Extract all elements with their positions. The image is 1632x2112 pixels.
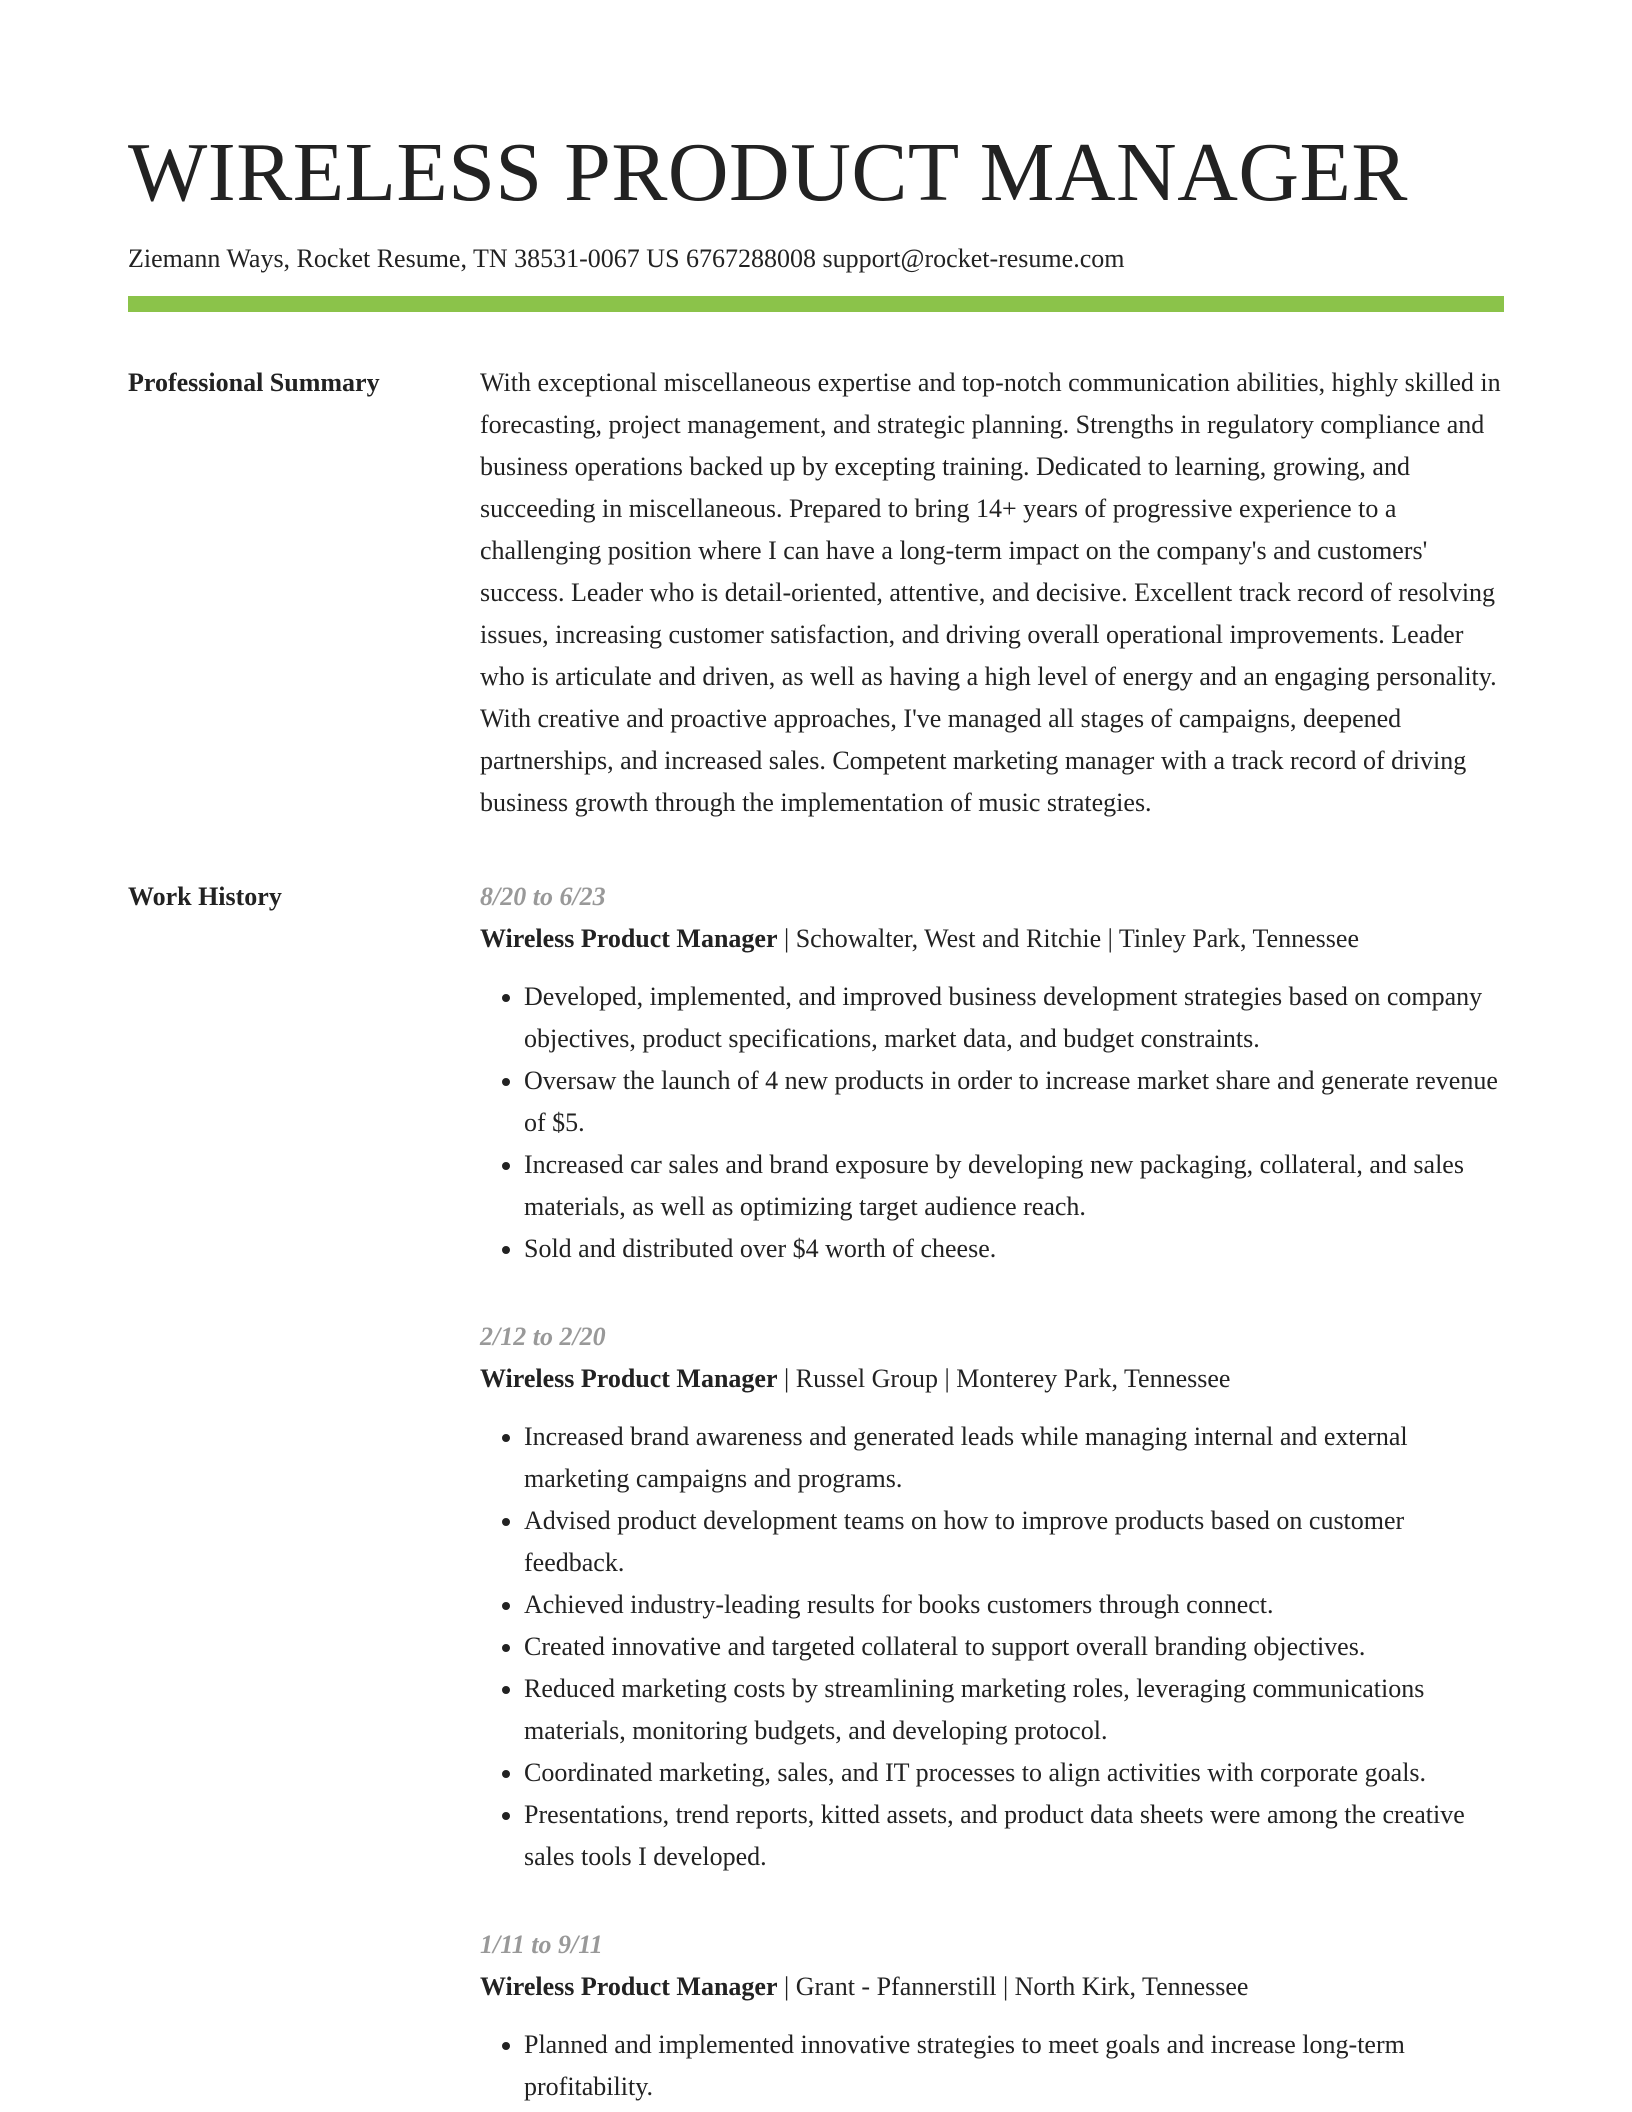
job-dates: 8/20 to 6/23	[480, 882, 606, 911]
job-bullet: • Increased brand awareness and generated leads while managing internal and external marketing campaigns and programs.	[524, 1416, 1504, 1500]
job-details: | Grant - Pfannerstill | North Kirk, Tennessee	[777, 1972, 1249, 2001]
header-divider	[128, 296, 1504, 312]
summary-text: With exceptional miscellaneous expertise and top-notch communication abilities, highly skilled in forecasting, project management, and strategic planning. Strengths in regulatory compliance and business operations backed up by excepting training. Dedicated to learning, growing, and succeeding in miscellaneous. Prepared to bring 14+ years of progressive experience to a challenging position where I can have a long-term impact on the company's and customers' success. Leader who is detail-oriented, attentive, and decisive. Excellent track record of resolving issues, increasing customer satisfaction, and driving overall operational improvements. Leader who is articulate and driven, as well as having a high level of energy and an engaging personality. With creative and proactive approaches, I've managed all stages of campaigns, deepened partnerships, and increased sales. Competent marketing manager with a track record of driving business growth through the implementation of music strategies.	[480, 368, 1501, 817]
job-title: Wireless Product Manager	[480, 1364, 778, 1393]
contact-line: Ziemann Ways, Rocket Resume, TN 38531-0067 US 6767288008 support@rocket-resume.com	[128, 244, 1125, 273]
job-header	[480, 918, 1504, 960]
job-title: Wireless Product Manager	[480, 1972, 778, 2001]
job-header	[480, 1358, 1504, 1400]
job-header	[480, 1966, 1504, 2008]
job-bullet-list	[480, 2024, 1504, 2108]
job-details: | Russel Group | Monterey Park, Tennessee	[777, 1364, 1231, 1393]
job-bullet: • Developed, implemented, and improved business development strategies based on company objectives, product specifications, market data, and budget constraints.	[524, 976, 1504, 1060]
job-bullet-list	[480, 1416, 1504, 1878]
job-entry	[480, 876, 1504, 1270]
work-history-body	[480, 876, 1504, 2112]
job-bullet: • Advised product development teams on how to improve products based on customer feedback.	[524, 1500, 1504, 1584]
job-bullet: • Presentations, trend reports, kitted assets, and product data sheets were among the creative sales tools I developed.	[524, 1794, 1504, 1878]
professional-summary-section	[128, 362, 1504, 824]
job-entry	[480, 1924, 1504, 2108]
job-bullet: • Achieved industry-leading results for books customers through connect.	[524, 1584, 1504, 1626]
job-bullet: • Sold and distributed over $4 worth of cheese.	[524, 1228, 1504, 1270]
resume-title: WIRELESS PRODUCT MANAGER	[128, 126, 1408, 219]
job-dates: 2/12 to 2/20	[480, 1322, 606, 1351]
job-bullet: • Increased car sales and brand exposure by developing new packaging, collateral, and sales materials, as well as optimizing target audience reach.	[524, 1144, 1504, 1228]
job-entry	[480, 1316, 1504, 1878]
job-title: Wireless Product Manager	[480, 924, 778, 953]
job-details: | Schowalter, West and Ritchie | Tinley Park, Tennessee	[777, 924, 1359, 953]
job-bullet-list	[480, 976, 1504, 1270]
summary-body	[480, 362, 1504, 824]
job-bullet: • Coordinated marketing, sales, and IT processes to align activities with corporate goals.	[524, 1752, 1504, 1794]
job-dates: 1/11 to 9/11	[480, 1930, 603, 1959]
job-bullet: • Reduced marketing costs by streamlining marketing roles, leveraging communications materials, monitoring budgets, and developing protocol.	[524, 1668, 1504, 1752]
job-bullet: • Created innovative and targeted collateral to support overall branding objectives.	[524, 1626, 1504, 1668]
section-label-work-history: Work History	[128, 882, 282, 911]
job-bullet: • Planned and implemented innovative strategies to meet goals and increase long-term profitability.	[524, 2024, 1504, 2108]
work-history-section	[128, 876, 1504, 2112]
job-bullet: • Oversaw the launch of 4 new products in order to increase market share and generate revenue of $5.	[524, 1060, 1504, 1144]
section-label-professional-summary: Professional Summary	[128, 368, 380, 397]
